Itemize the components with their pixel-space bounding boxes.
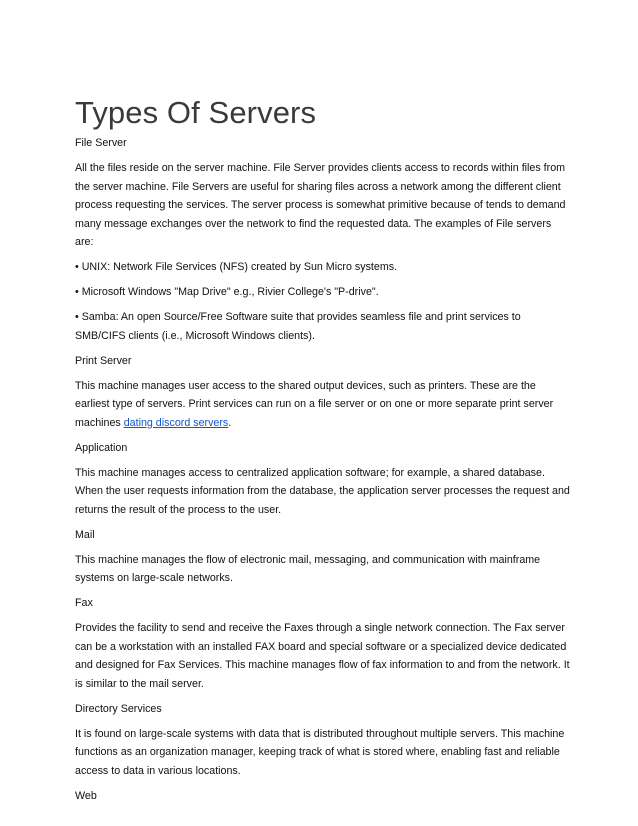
application-text: This machine manages access to centralized application software; for example, a shared database. When the user requests information from the database, the application server processes the request and returns the result of the process to the user. [75,466,570,516]
print-server-text-after-link: . [228,416,232,429]
bullet-samba: • Samba: An open Source/Free Software suite that provides seamless file and print services to SMB/CIFS clients (i.e., Microsoft Windows clients). [75,311,521,342]
file-server-intro: All the files reside on the server machine. File Server provides clients access to records within files from the server machine. File Servers are useful for sharing files across a network among the different client process requesting the services. The server process is somewhat primitive because of tends to demand many message exchanges over the network to find the requested data. The examples of File servers are: [75,162,566,248]
section-heading-mail: Mail [75,528,95,541]
document-page [75,96,570,812]
section-heading-file-server: File Server [75,137,127,149]
page-title: Types Of Servers [75,95,317,130]
section-heading-directory-services: Directory Services [75,702,162,715]
section-heading-application: Application [75,441,128,454]
section-heading-print-server: Print Server [75,354,132,367]
directory-services-text: It is found on large-scale systems with data that is distributed throughout multiple servers. This machine functions as an organization manager, keeping track of what is stored where, enabling fast and reliable access to data in various locations. [75,727,565,777]
print-server-text [75,377,570,433]
print-server-text-before-link: This machine manages user access to the shared output devices, such as printers. These are the earliest type of servers. Print services can run on a file server or on one or more separate print server machines [75,379,554,429]
section-heading-web: Web [75,789,97,802]
fax-text: Provides the facility to send and receive the Faxes through a single network connection. The Fax server can be a workstation with an installed FAX board and special software or a specialized device dedicated and designed for Fax Services. This machine manages flow of fax information to and from the network. It is similar to the mail server. [75,622,570,690]
section-heading-fax: Fax [75,597,93,609]
dating-discord-servers-link[interactable]: dating discord servers [123,416,229,429]
mail-text: This machine manages the flow of electronic mail, messaging, and communication with mainframe systems on large-scale networks. [75,553,541,584]
bullet-map-drive: • Microsoft Windows "Map Drive" e.g., Rivier College's "P-drive". [75,286,379,298]
bullet-nfs: • UNIX: Network File Services (NFS) created by Sun Micro systems. [75,261,398,273]
